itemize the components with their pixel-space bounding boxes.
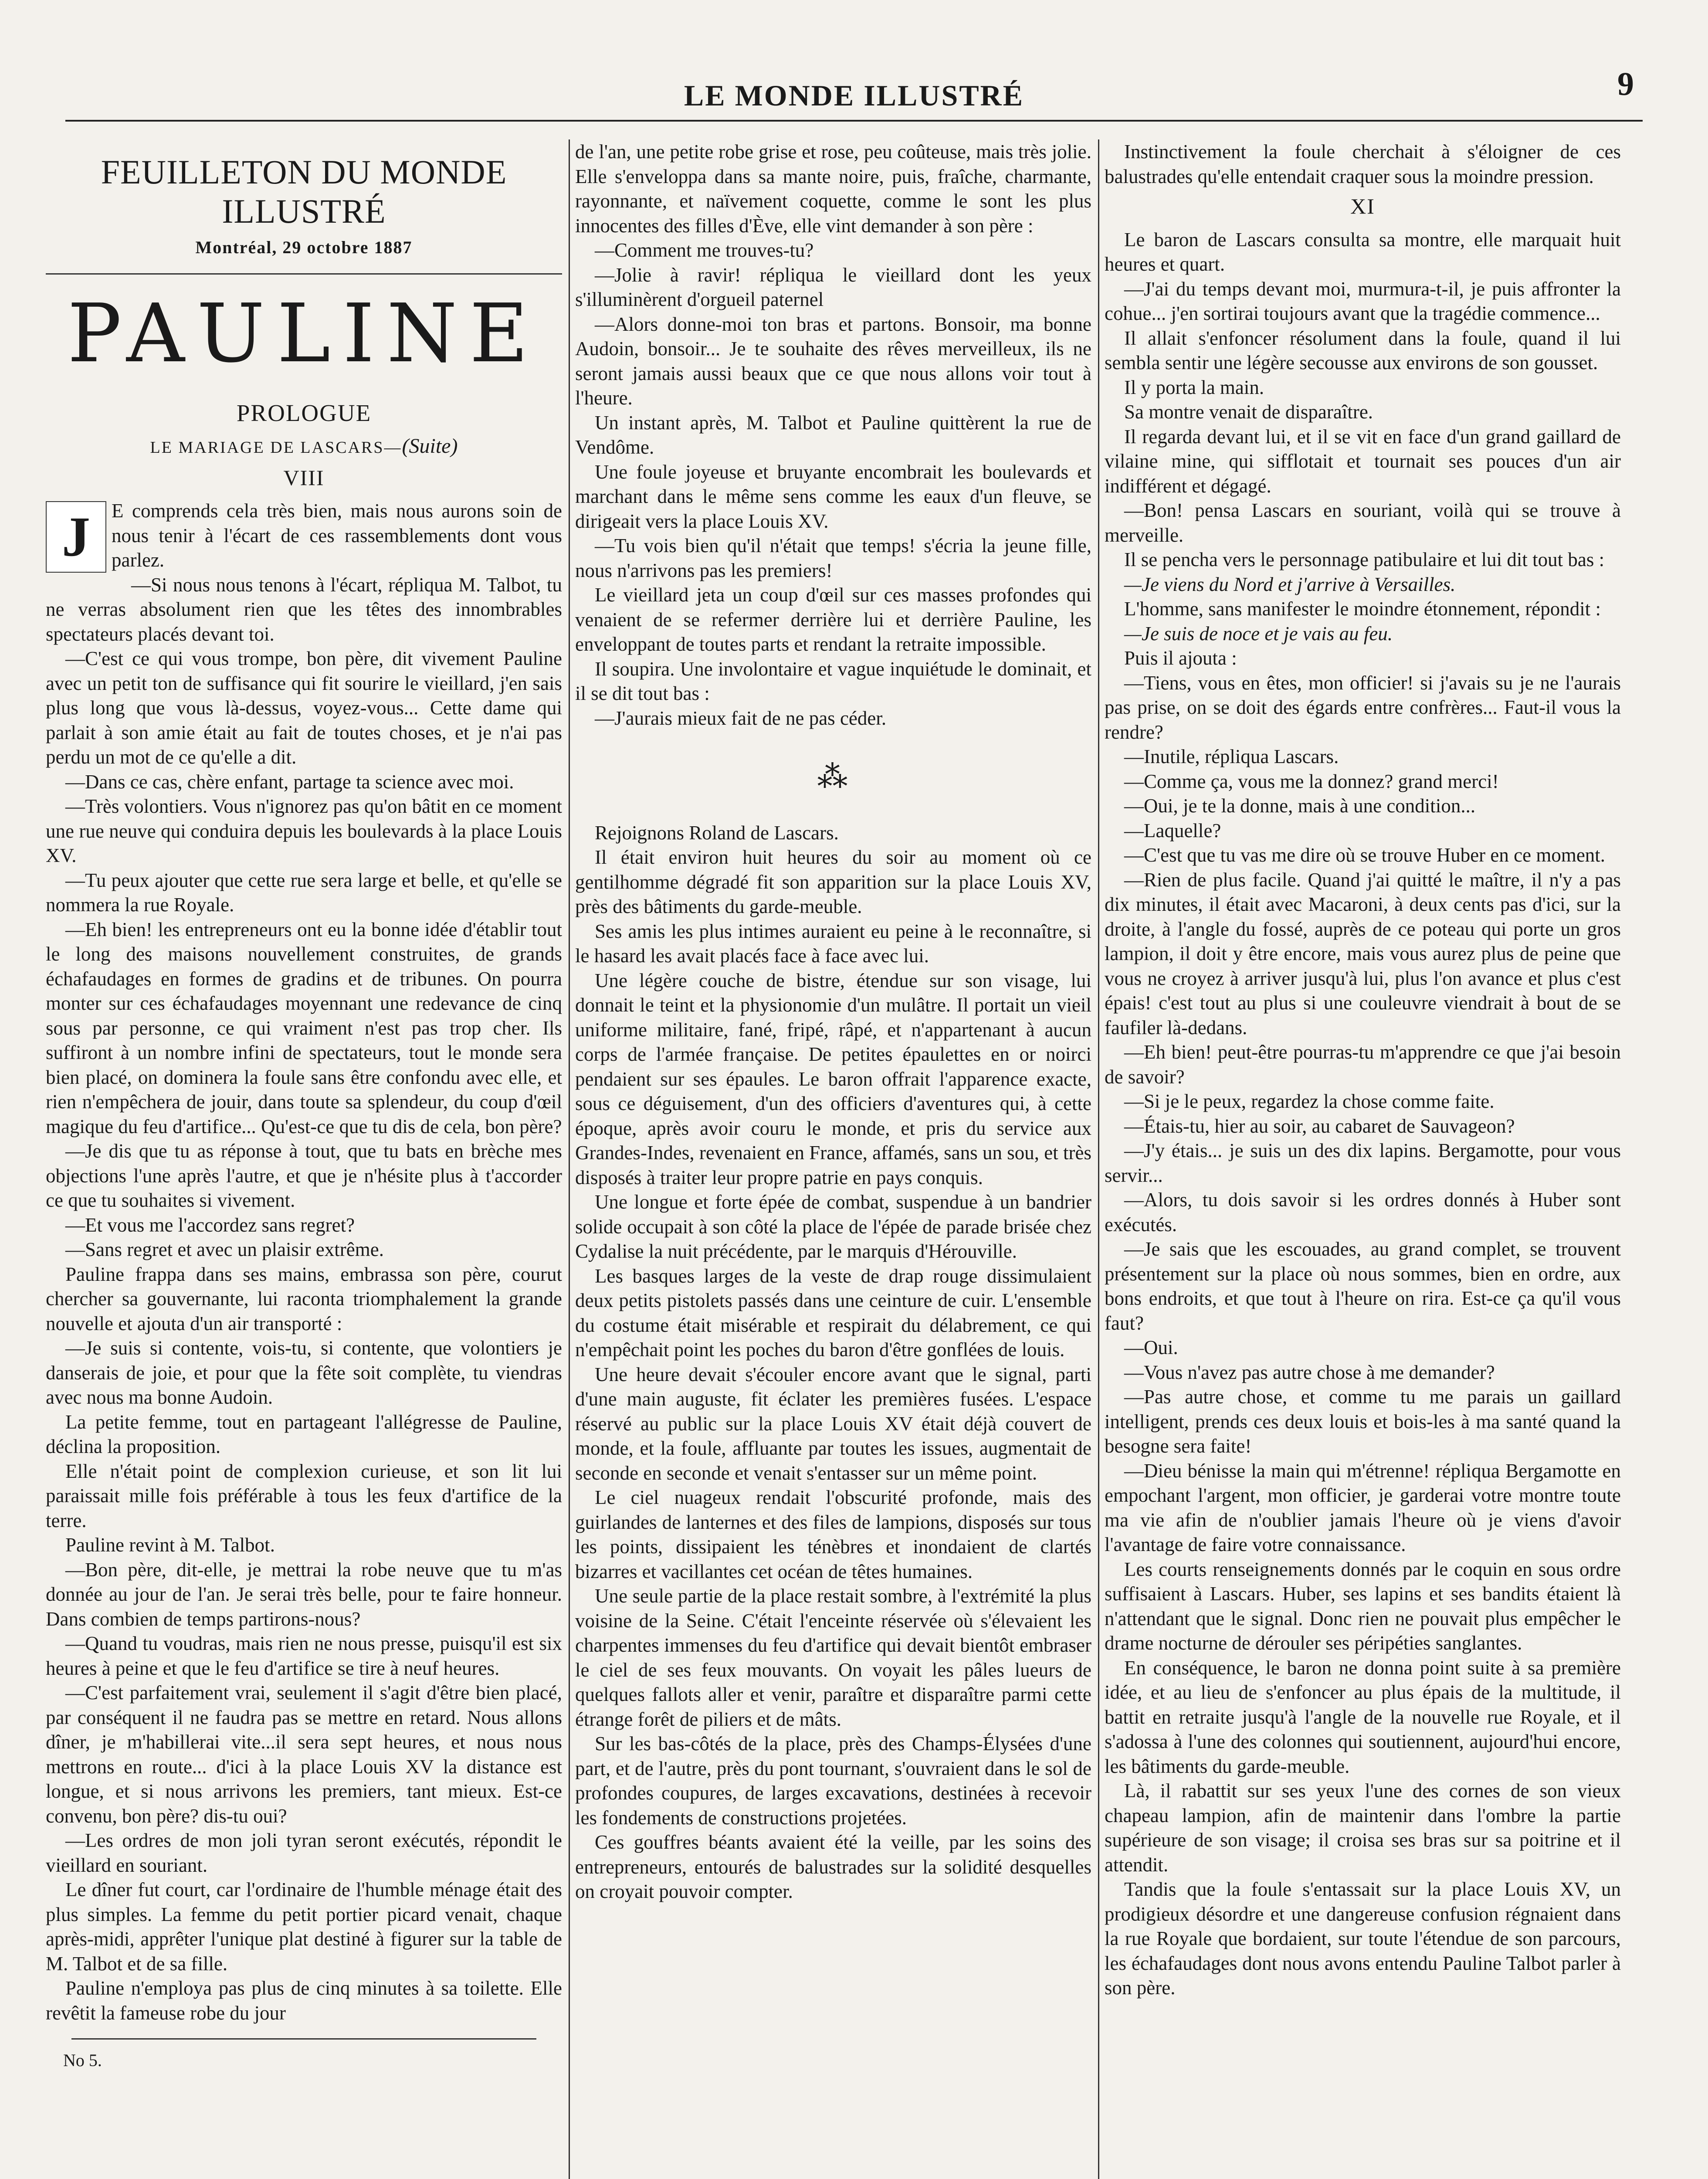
- chapter-heading: VIII: [283, 465, 325, 490]
- paragraph: —Eh bien! peut-être pourras-tu m'apprendre ce que j'ai besoin de savoir?: [1105, 1041, 1621, 1088]
- paragraph: —Tu vois bien qu'il n'était que temps! s'écria la jeune fille, nous n'arrivons pas les premiers!: [575, 535, 1091, 581]
- chapter-heading: XI: [1350, 194, 1375, 218]
- paragraph: —Bon père, dit-elle, je mettrai la robe neuve que tu m'as donnée au jour de l'an. Je serai très belle, pour te faire honneur. Dans combien de temps partirons-nous?: [46, 1558, 562, 1630]
- end-rule: [71, 2038, 536, 2040]
- paragraph: —Très volontiers. Vous n'ignorez pas qu'on bâtit en ce moment une rue neuve qui conduira depuis les boulevards à la place Louis XV.: [46, 795, 562, 866]
- paragraph: Pauline n'employa pas plus de cinq minutes à sa toilette. Elle revêtit la fameuse robe du jour: [46, 1977, 562, 2024]
- paragraph: Le vieillard jeta un coup d'œil sur ces masses profondes qui venaient de se refermer derrière lui et derrière Pauline, les enveloppant de toutes parts et rendant la retraite impossible.: [575, 584, 1091, 655]
- page-number: 9: [1617, 66, 1634, 102]
- paragraph: Il était environ huit heures du soir au moment où ce gentilhomme dégradé fit son apparition sur la place Louis XV, près des bâtiments du garde-meuble.: [575, 846, 1091, 917]
- paragraph: Instinctivement la foule cherchait à s'éloigner de ces balustrades qu'elle entendait craquer sous la moindre pression.: [1105, 141, 1621, 187]
- paragraph: Ces gouffres béants avaient été la veille, par les soins des entrepreneurs, entourés de balustrades sur la solidité desquelles on croyait pouvoir compter.: [575, 1831, 1091, 1902]
- paragraph: Le ciel nuageux rendait l'obscurité profonde, mais des guirlandes de lanternes et des files de lampions, disposés sur tous les points, dissipaient les ténèbres et inondaient de clartés bizarres et vacillantes cet océan de têtes humaines.: [575, 1487, 1091, 1582]
- paragraph: —Les ordres de mon joli tyran seront exécutés, répondit le vieillard en souriant.: [46, 1829, 562, 1876]
- paragraph: —Comment me trouves-tu?: [595, 239, 814, 261]
- header-rule: [65, 120, 1643, 122]
- paragraph: —Si nous nous tenons à l'écart, répliqua M. Talbot, tu ne verras absolument rien que les têtes des innombrables spectateurs placés devant toi.: [46, 574, 562, 645]
- column-1-text: [46, 499, 562, 2025]
- paragraph: —Tiens, vous en êtes, mon officier! si j'avais su je ne l'aurais pas prise, on se doit des égards entre confrères... Faut-il vous la rendre?: [1105, 672, 1621, 743]
- paragraph: —Vous n'avez pas autre chose à me demander?: [1124, 1361, 1495, 1383]
- paragraph: —Bon! pensa Lascars en souriant, voilà qui se trouve à merveille.: [1105, 499, 1621, 546]
- paragraph: —Pas autre chose, et comme tu me parais un gaillard intelligent, prends ces deux louis et bois-les à ma santé quand la besogne sera faite!: [1105, 1386, 1621, 1457]
- paragraph: —Et vous me l'accordez sans regret?: [65, 1214, 355, 1236]
- ornamental-dropcap: J: [46, 501, 106, 573]
- paragraph: E comprends cela très bien, mais nous aurons soin de nous tenir à l'écart de ces rassemblements dont vous parlez.: [112, 500, 562, 571]
- paragraph: Rejoignons Roland de Lascars.: [595, 821, 839, 844]
- paragraph: Une légère couche de bistre, étendue sur son visage, lui donnait le teint et la physionomie d'un mulâtre. Il portait un vieil uniforme militaire, fané, fripé, râpé, et n'appartenant à aucun corps de l'armée française. De petites épaulettes en or noirci pendaient sur ses épaules. Le baron offrait l'apparence exacte, sous ce déguisement, d'un des officiers d'aventures qui, à cette époque, après avoir couru le monde, et pris du service aux Grandes-Indes, revenaient en France, affamés, sans un sou, et très disposés à traiter leur propre patrie en pays conquis.: [575, 969, 1091, 1188]
- paragraph: —Quand tu voudras, mais rien ne nous presse, puisqu'il est six heures à peine et que le feu d'artifice se tire à neuf heures.: [46, 1633, 562, 1679]
- dateline: Montréal, 29 octobre 1887: [195, 238, 413, 257]
- paragraph: —Oui.: [1124, 1337, 1178, 1358]
- running-head: [65, 65, 1643, 113]
- paragraph: Pauline frappa dans ses mains, embrassa son père, courut chercher sa gouvernante, lui raconta triomphalement la grande nouvelle et ajouta d'un air transporté :: [46, 1263, 562, 1334]
- paragraph: —Jolie à ravir! répliqua le vieillard dont les yeux s'illuminèrent d'orgueil paternel: [575, 264, 1091, 310]
- column-1: [46, 139, 562, 2179]
- paragraph: Il soupira. Une involontaire et vague inquiétude le dominait, et il se dit tout bas :: [575, 658, 1091, 704]
- paragraph: Ses amis les plus intimes auraient eu peine à le reconnaître, si le hasard les avait placés face à face avec lui.: [575, 920, 1091, 967]
- paragraph: Une heure devait s'écouler encore avant que le signal, parti d'une main auguste, fit éclater les premières fusées. L'espace réservé au public sur la place Louis XV était déjà couvert de monde, et la foule, affluante par toutes les issues, augmentait de seconde en seconde et venait s'entasser sur un même point.: [575, 1363, 1091, 1484]
- paragraph: Il allait s'enfoncer résolument dans la foule, quand il lui sembla sentir une légère secousse aux environs de son gousset.: [1105, 327, 1621, 373]
- subheading-suite: (Suite): [402, 434, 458, 458]
- feuilleton-title: FEUILLETON DU MONDE ILLUSTRÉ: [101, 153, 507, 230]
- paragraph: —Je sais que les escouades, au grand complet, se trouvent présentement sur la place où nous sommes, bien en ordre, aux bons endroits, et que tout à l'heure on rira. Est-ce ça qu'il vous faut?: [1105, 1238, 1621, 1334]
- newspaper-title: LE MONDE ILLUSTRÉ: [684, 79, 1024, 112]
- paragraph: Elle n'était point de complexion curieuse, et son lit lui paraissait mille fois préférable à tous les feux d'artifice de la terre.: [46, 1460, 562, 1531]
- paragraph: —Comme ça, vous me la donnez? grand merci!: [1124, 770, 1499, 792]
- paragraph: Un instant après, M. Talbot et Pauline quittèrent la rue de Vendôme.: [575, 411, 1091, 458]
- paragraph: Une foule joyeuse et bruyante encombrait les boulevards et marchant dans le même sens comme les eaux d'un fleuve, se dirigeait vers la place Louis XV.: [575, 461, 1091, 532]
- column-3: [1105, 139, 1621, 2179]
- paragraph: —Je dis que tu as réponse à tout, que tu bats en brèche mes objections l'une après l'autre, et que je n'hésite plus à t'accorder ce que tu souhaites si vivement.: [46, 1140, 562, 1211]
- paragraph: —Inutile, répliqua Lascars.: [1124, 746, 1339, 767]
- subheading: [46, 434, 562, 460]
- paragraph: Il regarda devant lui, et il se vit en face d'un grand gaillard de vilaine mine, qui sifflotait et tournait ses pouces d'un air indifférent et dégagé.: [1105, 425, 1621, 497]
- paragraph: —Dans ce cas, chère enfant, partage ta science avec moi.: [65, 770, 514, 793]
- paragraph: —Dieu bénisse la main qui m'étrenne! répliqua Bergamotte en empochant l'argent, mon officier, je garderai votre montre toute ma vie afin de n'oublier jamais l'heure où je viens d'avoir l'avantage de faire votre connaissance.: [1105, 1459, 1621, 1555]
- paragraph: —C'est que tu vas me dire où se trouve Huber en ce moment.: [1124, 844, 1606, 866]
- paragraph: —Eh bien! les entrepreneurs ont eu la bonne idée d'établir tout le long des maisons nouvellement construites, de grands échafaudages en formes de gradins et de tribunes. On pourra monter sur ces échafaudages moyennant une redevance de cinq sous par personne, ce qui vraiment n'est pas trop cher. Ils suffiront à un nombre infini de spectateurs, tout le monde sera bien placé, on dominera la foule sans être confondu avec elle, et rien n'empêchera de jouir, dans toute sa splendeur, du coup d'œil magique du feu d'artifice... Qu'est-ce que tu dis de cela, bon père?: [46, 918, 562, 1137]
- paragraph: —Rien de plus facile. Quand j'ai quitté le maître, il n'y a pas dix minutes, il était avec Macaroni, à deux cents pas d'ici, sur la droite, à l'angle du fossé, auprès de ce poteau qui porte un gros lampion, il doit y être encore, mais vous aurez plus de peine que vous ne croyez à arriver jusqu'à lui, plus l'on avance et plus c'est épais! c'est tout au plus si une couleuvre viendrait à bout de se faufiler là-dedans.: [1105, 869, 1621, 1039]
- paragraph: —Laquelle?: [1124, 819, 1221, 842]
- asterism-separator: ⁂: [817, 760, 850, 794]
- paragraph: —Alors donne-moi ton bras et partons. Bonsoir, ma bonne Audoin, bonsoir... Je te souhaite des rêves merveilleux, ils ne seront jamais aussi beaux que ce que nous allons voir tout à l'heure.: [575, 313, 1091, 409]
- paragraph: Puis il ajouta :: [1124, 647, 1237, 669]
- paragraph: —Si je le peux, regardez la chose comme faite.: [1124, 1090, 1494, 1112]
- paragraph: —J'ai du temps devant moi, murmura-t-il, je puis affronter la cohue... j'en sortirai toujours avant que la tragédie commence...: [1105, 278, 1621, 324]
- paragraph: La petite femme, tout en partageant l'allégresse de Pauline, déclina la proposition.: [46, 1411, 562, 1457]
- paragraph: —Je suis si contente, vois-tu, si contente, que volontiers je danserais de joie, et pour que la fête soit complète, tu viendras avec nous ma bonne Audoin.: [46, 1337, 562, 1408]
- italic-paragraph: —Je suis de noce et je vais au feu.: [1124, 622, 1393, 645]
- paragraph: Sa montre venait de disparaître.: [1124, 401, 1373, 423]
- paragraph: Il se pencha vers le personnage patibulaire et lui dit tout bas :: [1124, 549, 1605, 570]
- section-rule: [46, 273, 562, 275]
- italic-paragraph: —Je viens du Nord et j'arrive à Versailles.: [1124, 573, 1456, 595]
- paragraph: L'homme, sans manifester le moindre étonnement, répondit :: [1124, 598, 1601, 620]
- subheading-text: LE MARIAGE DE LASCARS—: [150, 438, 402, 457]
- paragraph: Sur les bas-côtés de la place, près des Champs-Élysées d'une part, et de l'autre, près du pont tournant, s'ouvraient dans le sol de profondes coupures, de larges excavations, destinées à recevoir les fondements de constructions projetées.: [575, 1733, 1091, 1829]
- paragraph: —Oui, je te la donne, mais à une condition...: [1124, 795, 1476, 817]
- issue-number: No 5.: [63, 2050, 102, 2070]
- paragraph: —Tu peux ajouter que cette rue sera large et belle, et qu'elle se nommera la rue Royale.: [46, 869, 562, 916]
- paragraph: Le dîner fut court, car l'ordinaire de l'humble ménage était des plus simples. La femme du petit portier picard venait, chaque après-midi, apprêter l'unique plat destiné à figurer sur la table de M. Talbot et de sa fille.: [46, 1879, 562, 1975]
- paragraph: Le baron de Lascars consulta sa montre, elle marquait huit heures et quart.: [1105, 228, 1621, 275]
- paragraph: Pauline revint à M. Talbot.: [65, 1534, 275, 1556]
- paragraph: Tandis que la foule s'entassait sur la place Louis XV, un prodigieux désordre et une dangereuse confusion régnaient dans la rue Royale que bordaient, sur toute l'étendue de son parcours, les échafaudages dont nous avons entendu Pauline Talbot parler à son père.: [1105, 1878, 1621, 1999]
- paragraph: —J'aurais mieux fait de ne pas céder.: [595, 707, 887, 729]
- column-divider: [569, 139, 570, 2179]
- paragraph: Une longue et forte épée de combat, suspendue à un bandrier solide occupait à son côté la place de l'épée de parade brisée chez Cydalise la nuit précédente, par le marquis d'Hérouville.: [575, 1191, 1091, 1262]
- paragraph: —Sans regret et avec un plaisir extrême.: [65, 1239, 384, 1260]
- paragraph: —C'est ce qui vous trompe, bon père, dit vivement Pauline avec un petit ton de suffisance qui fit sourire le vieillard, j'en sais plus long que vous là-dessus, voyez-vous... Cette dame qui parlait à son amie était au fait de toutes choses, et je n'ai pas perdu un mot de ce qu'elle a dit.: [46, 648, 562, 768]
- paragraph: Là, il rabattit sur ses yeux l'une des cornes de son vieux chapeau lampion, afin de maintenir dans l'ombre la partie supérieure de son visage; il croisa ses bras sur sa poitrine et il attendit.: [1105, 1780, 1621, 1876]
- paragraph: —J'y étais... je suis un des dix lapins. Bergamotte, pour vous servir...: [1105, 1140, 1621, 1186]
- paragraph: En conséquence, le baron ne donna point suite à sa première idée, et au lieu de s'enfoncer au plus épais de la multitude, il battit en retraite jusqu'à l'angle de la nouvelle rue Royale, et il s'adossa à l'une des colonnes qui soutiennent, aujourd'hui encore, les bâtiments du garde-meuble.: [1105, 1656, 1621, 1777]
- paragraph: —Étais-tu, hier au soir, au cabaret de Sauvageon?: [1124, 1115, 1515, 1137]
- paragraph: Les basques larges de la veste de drap rouge dissimulaient deux petits pistolets passés dans une ceinture de cuir. L'ensemble du costume était misérable et respirait du délabrement, ce qui n'empêchait point les poches du baron d'être gonflées de louis.: [575, 1265, 1091, 1361]
- prologue-heading: PROLOGUE: [236, 399, 372, 426]
- paragraph: —Alors, tu dois savoir si les ordres donnés à Huber sont exécutés.: [1105, 1189, 1621, 1235]
- paragraph: Il y porta la main.: [1124, 376, 1264, 398]
- paragraph: Une seule partie de la place restait sombre, à l'extrémité la plus voisine de la Seine. C'était l'enceinte réservée où s'élevaient les charpentes immenses du feu d'artifice qui devait bientôt embraser le ciel de ses feux mouvants. On voyait les pâles lueurs de quelques fallots aller et venir, paraître et disparaître parmi cette étrange forêt de piliers et de mâts.: [575, 1585, 1091, 1730]
- paragraph: de l'an, une petite robe grise et rose, peu coûteuse, mais très jolie. Elle s'enveloppa dans sa mante noire, puis, fraîche, charmante, rayonnante, et naïvement coquette, comme le sont les plus innocentes des filles d'Ève, elle vint demander à son père :: [575, 141, 1091, 237]
- story-title: PAULINE: [67, 286, 541, 380]
- column-divider: [1098, 139, 1099, 2179]
- paragraph: Les courts renseignements donnés par le coquin en sous ordre suffisaient à Lascars. Huber, ses lapins et ses bandits étaient là n'attendant que le signal. Donc rien ne pouvait plus empêcher le drame nocturne de dérouler ses péripéties sanglantes.: [1105, 1558, 1621, 1654]
- column-2: [575, 139, 1091, 2179]
- paragraph: —C'est parfaitement vrai, seulement il s'agit d'être bien placé, par conséquent il ne faudra pas se mettre en retard. Nous allons dîner, je m'habillerai vite...il sera sept heures, et nous nous mettrons en route... d'ici à la place Louis XV la distance est longue, et si nous arrivons les premiers, tant mieux. Est-ce convenu, bon père? dis-tu oui?: [46, 1682, 562, 1827]
